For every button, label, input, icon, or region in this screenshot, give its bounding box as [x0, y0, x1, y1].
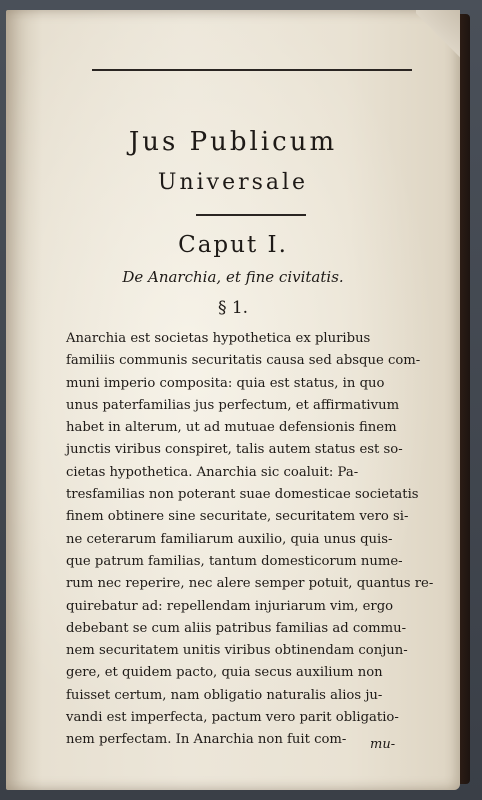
- page-corner-curl: [416, 10, 460, 70]
- header-rule: [92, 69, 412, 71]
- body-line: ne ceterarum familiarum auxilio, quia unus quis-: [66, 531, 393, 547]
- body-line: gere, et quidem pacto, quia secus auxilium non: [66, 665, 383, 681]
- chapter-heading: Caput I.: [178, 232, 288, 258]
- body-text: [66, 328, 432, 752]
- body-line: familiis communis securitatis causa sed absque com-: [66, 353, 421, 369]
- body-line: junctis viribus conspiret, talis autem status est so-: [66, 442, 403, 458]
- body-line: finem obtinere sine securitate, securitatem vero si-: [66, 509, 409, 525]
- title-rule: [196, 214, 306, 216]
- chapter-subtitle: De Anarchia, et fine civitatis.: [122, 268, 344, 286]
- section-mark: § 1.: [217, 298, 249, 318]
- body-line: habet in alterum, ut ad mutuae defensionis finem: [66, 420, 397, 436]
- body-line: cietas hypothetica. Anarchia sic coaluit: Pa-: [66, 464, 359, 480]
- catchword: mu-: [370, 737, 396, 752]
- body-line: unus paterfamilias jus perfectum, et affirmativum: [66, 397, 400, 413]
- title-line-2: Universale: [157, 170, 309, 195]
- body-line: Anarchia est societas hypothetica ex pluribus: [66, 331, 371, 346]
- body-line: nem perfectam. In Anarchia non fuit com-: [66, 732, 347, 748]
- book-page: [6, 10, 460, 790]
- body-line: fuisset certum, nam obligatio naturalis alios ju-: [66, 687, 383, 703]
- title-line-1: Jus Publicum: [128, 127, 338, 157]
- body-line: nem securitatem unitis viribus obtinendam conjun-: [66, 643, 408, 659]
- body-line: que patrum familias, tantum domesticorum nume-: [66, 553, 403, 569]
- body-line: rum nec reperire, nec alere semper potuit, quantus re-: [66, 576, 434, 592]
- body-line: quirebatur ad: repellendam injuriarum vim, ergo: [66, 598, 394, 614]
- body-line: muni imperio composita: quia est status, in quo: [66, 375, 385, 391]
- body-line: vandi est imperfecta, pactum vero parit obligatio-: [66, 710, 399, 726]
- body-line: tresfamilias non poterant suae domesticae societatis: [66, 487, 419, 503]
- body-line: debebant se cum aliis patribus familias ad commu-: [66, 620, 407, 636]
